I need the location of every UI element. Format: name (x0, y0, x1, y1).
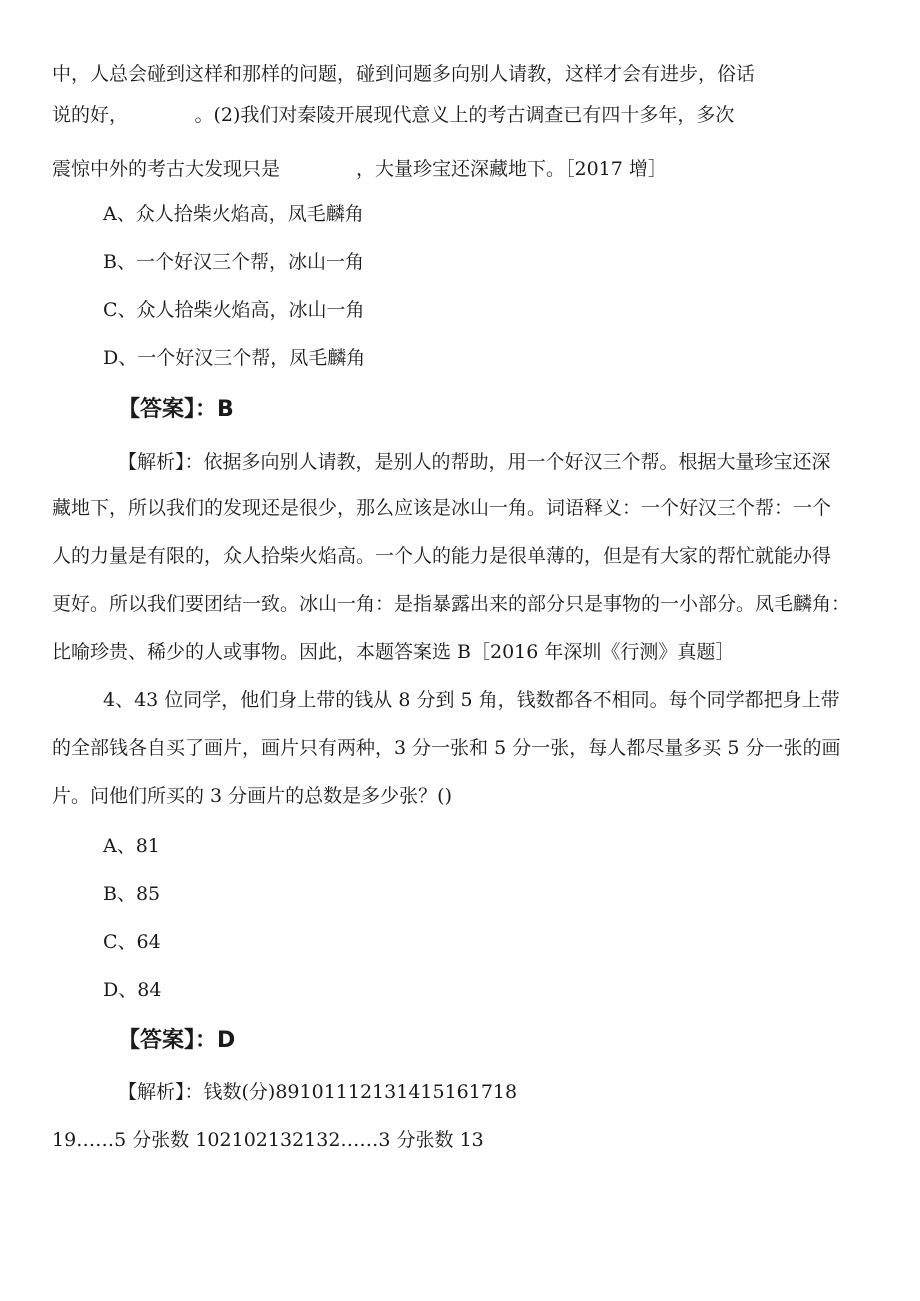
q3-stem-line-3: 震惊中外的考古大发现只是 ，大量珍宝还深藏地下。［2017 增］ (52, 158, 667, 180)
q3-analysis-line-4: 更好。所以我们要团结一致。冰山一角：是指暴露出来的部分只是事物的一小部分。凤毛麟角： (52, 593, 851, 615)
q4-analysis-line-1 (118, 1080, 517, 1104)
q3-analysis-line-3: 人的力量是有限的，众人拾柴火焰高。一个人的能力是很单薄的，但是有大家的帮忙就能办得 (52, 545, 832, 567)
q4-option-a: A、81 (103, 835, 160, 857)
q3-analysis-text-1: ：依据多向别人请教，是别人的帮助，用一个好汉三个帮。根据大量珍宝还深 (184, 451, 831, 473)
q3-option-c: C、众人拾柴火焰高，冰山一角 (103, 299, 365, 321)
q4-analysis-text-1: ：钱数(分)89101112131415161718 (184, 1081, 518, 1103)
q4-analysis-label: 【解析】 (118, 1081, 185, 1103)
q4-option-c: C、64 (103, 931, 161, 953)
q3-analysis-line-5: 比喻珍贵、稀少的人或事物。因此，本题答案选 B［2016 年深圳《行测》真题］ (52, 641, 735, 663)
q4-analysis-line-2: 19……5 分张数 102102132132……3 分张数 13 (52, 1129, 484, 1151)
q3-option-b: B、一个好汉三个帮，冰山一角 (103, 251, 364, 273)
q3-stem-line-2: 说的好， 。(2)我们对秦陵开展现代意义上的考古调查已有四十多年，多次 (52, 104, 735, 126)
q3-analysis-line-2: 藏地下，所以我们的发现还是很少，那么应该是冰山一角。词语释义：一个好汉三个帮：一个 (52, 497, 832, 519)
q4-answer: 【答案】：D (118, 1028, 236, 1053)
q3-analysis-label: 【解析】 (118, 451, 185, 473)
q4-option-d: D、84 (103, 979, 162, 1001)
q3-option-d: D、一个好汉三个帮，凤毛麟角 (103, 347, 366, 369)
q3-stem-line-1: 中，人总会碰到这样和那样的问题，碰到问题多向别人请教，这样才会有进步，俗话 (52, 63, 756, 85)
q3-option-a: A、众人拾柴火焰高，凤毛麟角 (103, 203, 364, 225)
q3-analysis-line-1 (118, 450, 831, 474)
q3-answer: 【答案】：B (118, 397, 234, 422)
q4-stem-line-1: 4、43 位同学，他们身上带的钱从 8 分到 5 角，钱数都各不相同。每个同学都把身上带 (103, 689, 840, 711)
q4-option-b: B、85 (103, 883, 161, 905)
q4-stem-line-2: 的全部钱各自买了画片，画片只有两种，3 分一张和 5 分一张，每人都尽量多买 5 分一张的画 (52, 737, 841, 759)
q4-stem-line-3: 片。问他们所买的 3 分画片的总数是多少张？() (52, 785, 452, 807)
